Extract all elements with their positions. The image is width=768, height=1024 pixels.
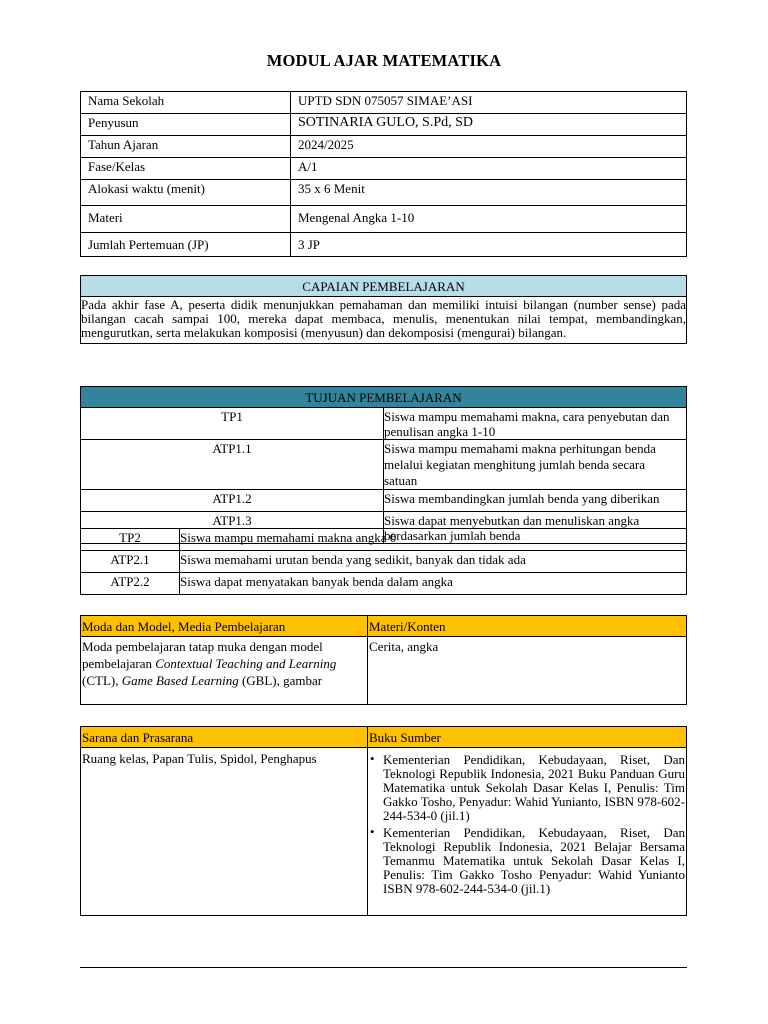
tujuan-text: Siswa dapat menyebutkan dan menuliskan angka berdasarkan jumlah benda: [384, 512, 687, 544]
buku-list-cell: [368, 748, 687, 916]
identity-row-phase: [81, 158, 687, 180]
identity-label: Penyusun: [81, 114, 291, 136]
identity-value: SOTINARIA GULO, S.Pd, SD: [291, 114, 687, 136]
identity-row-school: [81, 92, 687, 114]
identity-row-material: [81, 206, 687, 233]
identity-value: Mengenal Angka 1-10: [291, 206, 687, 233]
identity-row-author: [81, 114, 687, 136]
tujuan-text: Siswa mampu memahami makna, cara penyebutan dan penulisan angka 1-10: [384, 408, 687, 440]
identity-value: 35 x 6 Menit: [291, 180, 687, 206]
capaian-text: Pada akhir fase A, peserta didik menunjukkan pemahaman dan memiliki intuisi bilangan (number sense) pada bilangan cacah sampai 100, mereka dapat membaca, menulis, menentukan nilai tempat, membandingkan, mengurutkan, serta melakukan komposisi (menyusun) dan dekomposisi (mengurai) bilangan.: [81, 297, 687, 344]
sarana-heading: Sarana dan Prasarana: [81, 727, 368, 748]
document-title: MODUL AJAR MATEMATIKA: [266, 51, 502, 70]
identity-label: Jumlah Pertemuan (JP): [81, 233, 291, 257]
capaian-table: [80, 275, 687, 344]
moda-text-part: (CTL),: [82, 673, 122, 688]
moda-table: [80, 615, 687, 705]
materi-text: Cerita, angka: [368, 637, 687, 705]
buku-list: [369, 753, 686, 896]
tujuan-row: [81, 440, 687, 490]
tujuan-code: TP1: [81, 408, 384, 440]
identity-row-meetings: [81, 233, 687, 257]
capaian-heading: CAPAIAN PEMBELAJARAN: [81, 276, 687, 297]
tujuan-code: ATP1.1: [81, 440, 384, 490]
identity-label: Nama Sekolah: [81, 92, 291, 114]
identity-row-year: [81, 136, 687, 158]
footer-divider: [80, 967, 687, 968]
tujuan-code: ATP1.3: [81, 512, 384, 544]
tujuan-text: Siswa membandingkan jumlah benda yang diberikan: [384, 490, 687, 512]
tujuan-row: [81, 529, 687, 551]
moda-text: [81, 637, 368, 705]
buku-heading: Buku Sumber: [368, 727, 687, 748]
tujuan-table-1: [80, 386, 687, 544]
identity-value: A/1: [291, 158, 687, 180]
buku-item: • Kementerian Pendidikan, Kebudayaan, Riset, Dan Teknologi Republik Indonesia, 2021 Buku Panduan Guru Matematika untuk Sekolah Dasar Kelas I, Penulis: Tim Gakko Tosho, Penyadur: Wahid Yunianto, ISBN 978-602-244-534-0 (jil.1): [369, 753, 686, 823]
tujuan-text: Siswa dapat menyatakan banyak benda dalam angka: [180, 573, 687, 595]
identity-label: Alokasi waktu (menit): [81, 180, 291, 206]
tujuan-row: [81, 573, 687, 595]
identity-label: Materi: [81, 206, 291, 233]
tujuan-heading: TUJUAN PEMBELAJARAN: [81, 387, 687, 408]
moda-text-part: (GBL), gambar: [238, 673, 323, 688]
tujuan-text: Siswa memahami urutan benda yang sedikit, banyak dan tidak ada: [180, 551, 687, 573]
moda-heading: Moda dan Model, Media Pembelajaran: [81, 616, 368, 637]
tujuan-code: ATP2.2: [81, 573, 180, 595]
identity-value: 2024/2025: [291, 136, 687, 158]
tujuan-row: [81, 490, 687, 512]
tujuan-text: Siswa mampu memahami makna perhitungan benda melalui kegiatan menghitung jumlah benda secara satuan: [384, 440, 687, 490]
buku-item: • Kementerian Pendidikan, Kebudayaan, Riset, Dan Teknologi Republik Indonesia, 2021 Belajar Bersama Temanmu Matematika untuk Sekolah Dasar Kelas I, Penulis: Tim Gakko Tosho Penyadur: Wahid Yunianto ISBN 978-602-244-534-0 (jil.1): [369, 826, 686, 896]
moda-text-ctl: Contextual Teaching and Learning: [155, 656, 337, 671]
identity-value: UPTD SDN 075057 SIMAE’ASI: [291, 92, 687, 114]
identity-row-time: [81, 180, 687, 206]
sarana-text: Ruang kelas, Papan Tulis, Spidol, Penghapus: [81, 748, 368, 916]
moda-text-gbl: Game Based Learning: [121, 673, 239, 688]
tujuan-table-2: [80, 528, 687, 595]
tujuan-code: TP2: [81, 529, 180, 551]
identity-label: Tahun Ajaran: [81, 136, 291, 158]
tujuan-row: [81, 551, 687, 573]
tujuan-text: Siswa mampu memahami makna angka 0: [180, 529, 687, 551]
sarana-table: [80, 726, 687, 916]
moda-text-part: Moda pembelajaran tatap muka dengan model pembelajaran: [82, 639, 323, 671]
identity-label: Fase/Kelas: [81, 158, 291, 180]
tujuan-row: [81, 408, 687, 440]
identity-table: [80, 91, 687, 257]
tujuan-code: ATP2.1: [81, 551, 180, 573]
tujuan-code: ATP1.2: [81, 490, 384, 512]
identity-value: 3 JP: [291, 233, 687, 257]
materi-heading: Materi/Konten: [368, 616, 687, 637]
